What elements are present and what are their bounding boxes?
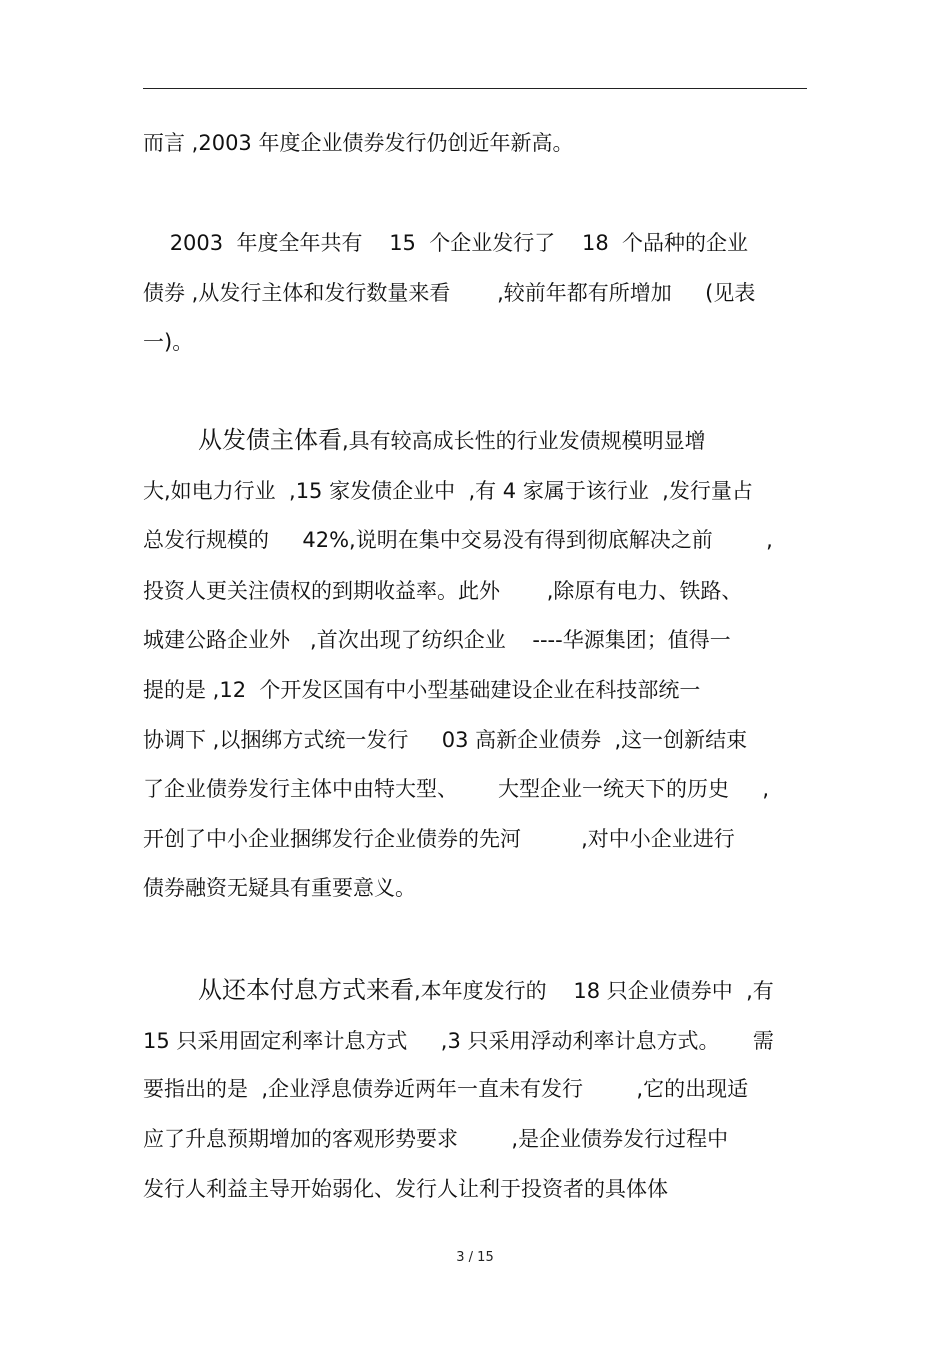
body-text-line: 了企业债券发行主体中由特大型、 大型企业一统天下的历史 ,	[143, 777, 770, 801]
body-text-span: ,本年度发行的 18 只企业债券中 ,有	[414, 979, 774, 1003]
header-rule	[143, 88, 807, 89]
body-text-line: 提的是 ,12 个开发区国有中小型基础建设企业在科技部统一	[143, 678, 701, 702]
body-text-line: 协调下 ,以捆绑方式统一发行 03 高新企业债券 ,这一创新结束	[143, 728, 748, 752]
body-text-span: ,具有较高成长性的行业发债规模明显增	[342, 429, 706, 453]
body-text-line: 而言 ,2003 年度企业债券发行仍创近年新高。	[143, 131, 574, 155]
paragraph-lead-heading: 从还本付息方式来看	[198, 976, 414, 1004]
body-text-line	[198, 975, 774, 1006]
page-number: 3 / 15	[456, 1250, 494, 1265]
body-text-line: 债券融资无疑具有重要意义。	[143, 876, 416, 900]
body-text-line: 2003 年度全年共有 15 个企业发行了 18 个品种的企业	[143, 231, 749, 255]
body-text-line: 应了升息预期增加的客观形势要求 ,是企业债券发行过程中	[143, 1127, 729, 1151]
paragraph-lead-heading: 从发债主体看	[198, 426, 342, 454]
body-text-line: 债券 ,从发行主体和发行数量来看 ,较前年都有所增加 (见表	[143, 281, 756, 305]
body-text-line: 发行人利益主导开始弱化、发行人让利于投资者的具体体	[143, 1177, 668, 1201]
body-text-line: 总发行规模的 42%,说明在集中交易没有得到彻底解决之前 ,	[143, 528, 773, 552]
body-text-line: 15 只采用固定利率计息方式 ,3 只采用浮动利率计息方式。 需	[143, 1029, 774, 1053]
body-text-line: 一)。	[143, 330, 194, 354]
body-text-line: 开创了中小企业捆绑发行企业债券的先河 ,对中小企业进行	[143, 827, 735, 851]
body-text-line: 投资人更关注债权的到期收益率。此外 ,除原有电力、铁路、	[143, 579, 743, 603]
body-text-line: 大,如电力行业 ,15 家发债企业中 ,有 4 家属于该行业 ,发行量占	[143, 479, 753, 503]
body-text-line: 要指出的是 ,企业浮息债券近两年一直未有发行 ,它的出现适	[143, 1077, 749, 1101]
body-text-line: 城建公路企业外 ,首次出现了纺织企业 ----华源集团；值得一	[143, 628, 731, 652]
body-text-line	[198, 425, 706, 456]
